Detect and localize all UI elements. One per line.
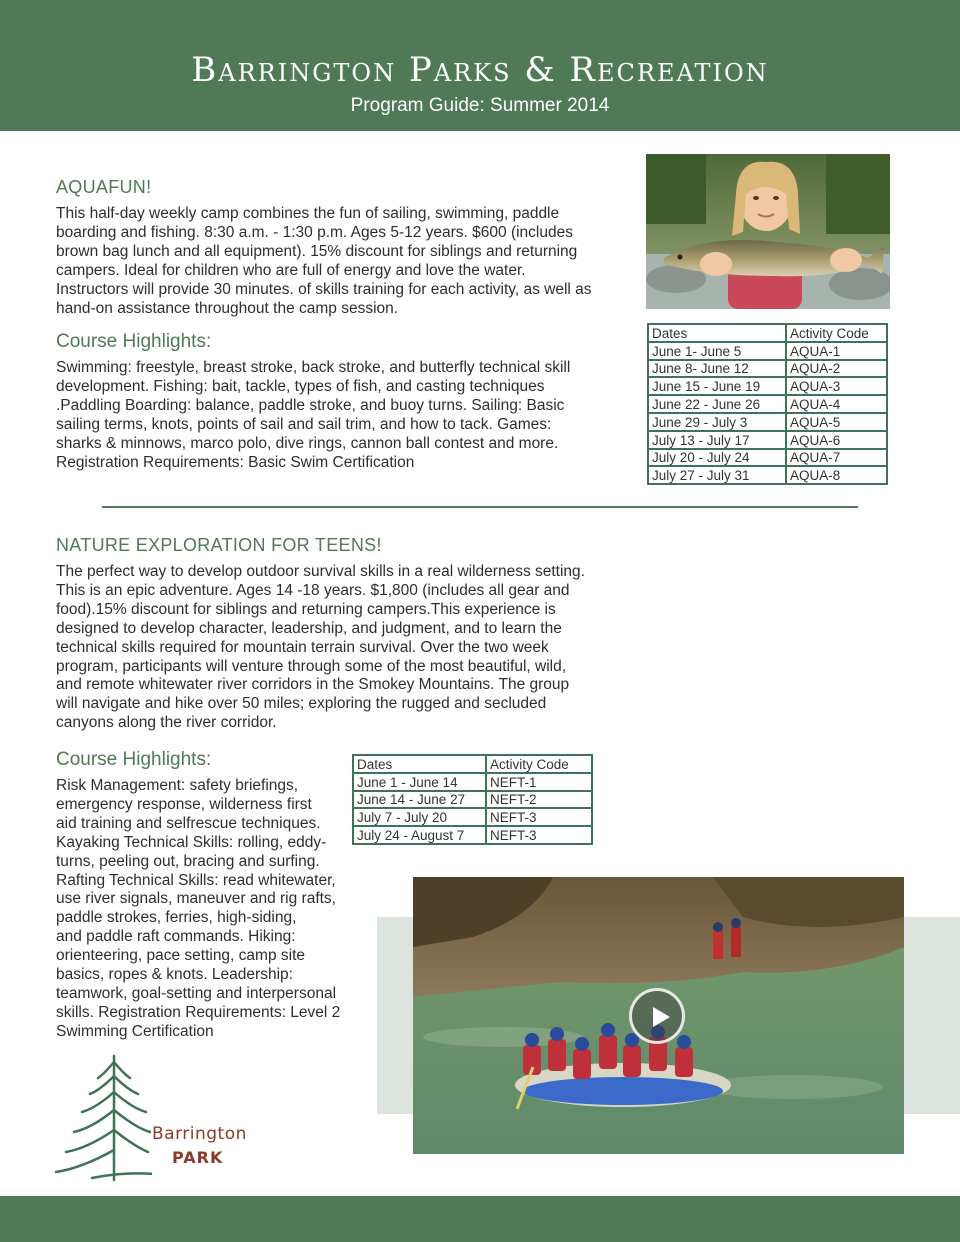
text-line: boarding and fishing. 8:30 a.m. - 1:30 p.m. Ages 5-12 years. $600 (includes (56, 223, 573, 241)
table-header-cell: Dates (353, 755, 486, 773)
girl-with-fish-photo (646, 154, 890, 309)
nature-highlights (56, 777, 356, 1042)
text-line: This half-day weekly camp combines the fun of sailing, swimming, paddle (56, 205, 560, 222)
aquafun-description (56, 205, 616, 318)
table-cell: AQUA-3 (786, 377, 887, 395)
text-line: program, participants will venture through some of the most beautiful, wild, (56, 657, 567, 675)
table-header-cell: Activity Code (486, 755, 592, 773)
table-cell: NEFT-2 (486, 791, 592, 809)
text-line: development. Fishing: bait, tackle, types of fish, and casting techniques (56, 377, 545, 395)
table-cell: NEFT-1 (486, 773, 592, 791)
text-line: basics, ropes & knots. Leadership: (56, 966, 293, 984)
table-cell: NEFT-3 (486, 826, 592, 844)
table-cell: AQUA-2 (786, 360, 887, 378)
header-banner (0, 0, 960, 131)
table-cell: AQUA-6 (786, 431, 887, 449)
table-header-row (353, 755, 592, 773)
text-line: canyons along the river corridor. (56, 714, 277, 732)
aquafun-title: AQUAFUN! (56, 177, 152, 197)
pine-tree-icon (52, 1052, 152, 1182)
text-line: Registration Requirements: Basic Swim Certification (56, 453, 415, 471)
table-header-cell: Dates (648, 324, 786, 342)
text-line: Swimming: freestyle, breast stroke, back stroke, and butterfly technical skill (56, 359, 571, 376)
table-cell: July 7 - July 20 (353, 808, 486, 826)
table-header-cell: Activity Code (786, 324, 887, 342)
text-line: sailing terms, knots, points of sail and sail trim, and how to tack. Games: (56, 415, 552, 433)
text-line: skills. Registration Requirements: Level 2 (56, 1003, 341, 1021)
table-row (648, 449, 887, 467)
text-line: hand-on assistance throughout the camp session. (56, 299, 399, 317)
table-cell: June 1 - June 14 (353, 773, 486, 791)
play-icon[interactable] (629, 988, 685, 1044)
text-line: and remote whitewater river corridors in the Smokey Mountains. The group (56, 676, 570, 694)
page-title: Barrington Parks & Recreation (191, 50, 769, 90)
table-cell: June 15 - June 19 (648, 377, 786, 395)
table-cell: June 8- June 12 (648, 360, 786, 378)
nature-highlights-title: Course Highlights: (56, 749, 212, 770)
text-line: Swimming Certification (56, 1022, 214, 1040)
text-line: Rafting Technical Skills: read whitewater, (56, 871, 336, 889)
text-line: sharks & minnows, marco polo, dive rings, cannon ball contest and more. (56, 434, 559, 452)
text-line: orienteering, pace setting, camp site (56, 947, 305, 965)
table-row (353, 791, 592, 809)
table-row (648, 431, 887, 449)
table-row (353, 808, 592, 826)
text-line: food).15% discount for siblings and returning campers.This experience is (56, 600, 556, 618)
table-cell: June 1- June 5 (648, 342, 786, 360)
table-cell: AQUA-1 (786, 342, 887, 360)
text-line: Kayaking Technical Skills: rolling, eddy- (56, 833, 327, 851)
table-cell: NEFT-3 (486, 808, 592, 826)
table-cell: July 13 - July 17 (648, 431, 786, 449)
nature-description (56, 563, 616, 733)
table-row (353, 826, 592, 844)
aquafun-highlights-title: Course Highlights: (56, 331, 212, 352)
text-line: designed to develop character, leadership, and judgment, and to learn the (56, 619, 562, 637)
table-cell: AQUA-4 (786, 395, 887, 413)
table-cell: July 20 - July 24 (648, 449, 786, 467)
table-cell: July 27 - July 31 (648, 466, 786, 484)
table-row (648, 466, 887, 484)
text-line: paddle strokes, ferries, high-siding, (56, 909, 297, 927)
text-line: will navigate and hike over 50 miles; exploring the rugged and secluded (56, 695, 547, 713)
text-line: teamwork, goal-setting and interpersonal (56, 984, 337, 1002)
nature-schedule-table (352, 754, 593, 845)
table-row (648, 360, 887, 378)
table-cell: June 29 - July 3 (648, 413, 786, 431)
text-line: use river signals, maneuver and rig rafts, (56, 890, 336, 908)
section-divider (102, 506, 858, 508)
text-line: .Paddling Boarding: balance, paddle stroke, and buoy turns. Sailing: Basic (56, 396, 565, 414)
text-line: This is an epic adventure. Ages 14 -18 years. $1,800 (includes all gear and (56, 581, 570, 599)
table-cell: AQUA-8 (786, 466, 887, 484)
table-cell: June 22 - June 26 (648, 395, 786, 413)
text-line: emergency response, wilderness first (56, 795, 312, 813)
text-line: Risk Management: safety briefings, (56, 777, 299, 794)
aquafun-highlights (56, 359, 616, 472)
text-line: Instructors will provide 30 minutes. of skills training for each activity, as well as (56, 280, 592, 298)
logo-text-park: PARK (172, 1148, 224, 1167)
text-line: and paddle raft commands. Hiking: (56, 928, 296, 946)
table-row (648, 413, 887, 431)
table-header-row (648, 324, 887, 342)
page-subtitle: Program Guide: Summer 2014 (350, 95, 610, 116)
text-line: campers. Ideal for children who are full of energy and love the water. (56, 261, 526, 279)
text-line: The perfect way to develop outdoor survival skills in a real wilderness setting. (56, 563, 585, 580)
footer-band (0, 1196, 960, 1242)
table-row (648, 395, 887, 413)
table-cell: AQUA-5 (786, 413, 887, 431)
text-line: brown bag lunch and all equipment). 15% discount for siblings and returning (56, 242, 578, 260)
table-cell: AQUA-7 (786, 449, 887, 467)
table-row (648, 342, 887, 360)
aquafun-schedule-table (647, 323, 888, 485)
text-line: turns, peeling out, bracing and surfing. (56, 852, 320, 870)
table-row (648, 377, 887, 395)
table-row (353, 773, 592, 791)
table-cell: June 14 - June 27 (353, 791, 486, 809)
table-cell: July 24 - August 7 (353, 826, 486, 844)
text-line: technical skills required for mountain terrain survival. Over the two week (56, 638, 549, 656)
logo-text-barrington: Barrington (152, 1124, 247, 1144)
nature-title: NATURE EXPLORATION FOR TEENS! (56, 535, 382, 555)
barrington-park-logo (52, 1052, 267, 1182)
text-line: aid training and selfrescue techniques. (56, 814, 321, 832)
